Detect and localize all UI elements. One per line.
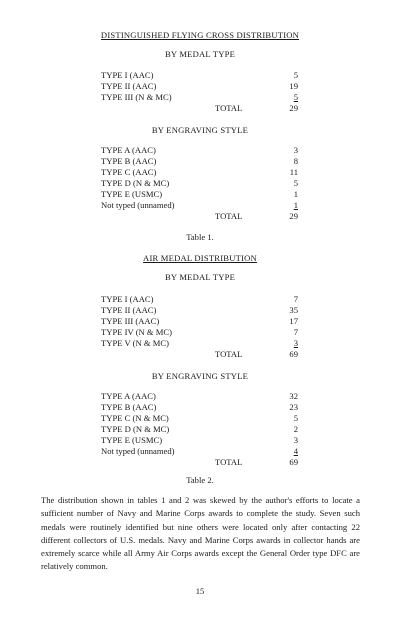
table-row (0, 189, 400, 200)
table-row (0, 305, 400, 316)
table-row (0, 167, 400, 178)
table-row (0, 327, 400, 338)
row-value: 35 (289, 305, 298, 315)
row-label: TYPE A (AAC) (101, 145, 156, 155)
table-row (0, 316, 400, 327)
table-row (0, 156, 400, 167)
total-row (0, 349, 400, 360)
row-value: 3 (293, 338, 298, 348)
row-label: TYPE I (AAC) (101, 294, 154, 304)
table1-caption: Table 1. (186, 232, 214, 242)
total-label: TOTAL (215, 103, 243, 113)
row-label: TYPE E (USMC) (101, 189, 163, 199)
total-value: 69 (289, 457, 298, 467)
row-label: Not typed (unnamed) (101, 200, 175, 210)
total-label: TOTAL (215, 457, 243, 467)
table-row (0, 92, 400, 103)
row-label: TYPE IV (N & MC) (101, 327, 172, 337)
row-value: 3 (293, 145, 298, 155)
row-value: 8 (293, 156, 298, 166)
row-label: TYPE D (N & MC) (101, 424, 170, 434)
row-value: 1 (293, 200, 298, 210)
table1-engraving-heading: BY ENGRAVING STYLE (151, 125, 249, 135)
total-label: TOTAL (215, 349, 243, 359)
row-label: TYPE III (N & MC) (101, 92, 172, 102)
table-row (0, 391, 400, 402)
row-label: TYPE E (USMC) (101, 435, 163, 445)
row-label: TYPE II (AAC) (101, 305, 157, 315)
page-number: 15 (195, 586, 205, 596)
body-paragraph: The distribution shown in tables 1 and 2 was skewed by the author's efforts to locate a sufficient number of Navy and Marine Corps awards to complete the study. Seven such medals were routinely identified but nine others were located only after contacting 22 different collectors of U.S. medals. Navy and Marine Corps awards in collector hands are extremely scarce while all Army Air Corps awards except the General Order type DFC are relatively common. (41, 495, 360, 572)
row-value: 4 (293, 446, 298, 456)
table2-caption: Table 2. (186, 475, 214, 485)
row-value: 17 (289, 316, 298, 326)
row-value: 19 (289, 81, 298, 91)
row-label: TYPE D (N & MC) (101, 178, 170, 188)
row-label: TYPE II (AAC) (101, 81, 157, 91)
table-row (0, 402, 400, 413)
row-label: TYPE I (AAC) (101, 70, 154, 80)
row-value: 2 (293, 424, 298, 434)
row-label: TYPE V (N & MC) (101, 338, 169, 348)
table-row (0, 424, 400, 435)
row-value: 5 (293, 413, 298, 423)
row-value: 5 (293, 178, 298, 188)
total-value: 69 (289, 349, 298, 359)
row-label: TYPE C (AAC) (101, 167, 157, 177)
total-row (0, 103, 400, 114)
table-row (0, 413, 400, 424)
row-value: 7 (293, 327, 298, 337)
row-value: 7 (293, 294, 298, 304)
total-value: 29 (289, 211, 298, 221)
row-label: TYPE A (AAC) (101, 391, 156, 401)
table2-engraving-heading: BY ENGRAVING STYLE (151, 371, 249, 381)
table-row (0, 446, 400, 457)
table-row (0, 81, 400, 92)
row-label: TYPE B (AAC) (101, 156, 157, 166)
table-row (0, 145, 400, 156)
row-value: 32 (289, 391, 298, 401)
row-value: 1 (293, 189, 298, 199)
row-label: TYPE III (AAC) (101, 316, 160, 326)
table-row (0, 338, 400, 349)
row-value: 11 (289, 167, 298, 177)
row-label: Not typed (unnamed) (101, 446, 175, 456)
row-value: 23 (289, 402, 298, 412)
row-value: 5 (293, 70, 298, 80)
table1-medal-type-heading: BY MEDAL TYPE (164, 49, 236, 59)
table2-medal-type-heading: BY MEDAL TYPE (164, 272, 236, 282)
row-label: TYPE B (AAC) (101, 402, 157, 412)
table2-title: AIR MEDAL DISTRIBUTION (143, 253, 257, 263)
table-row (0, 178, 400, 189)
table-row (0, 294, 400, 305)
row-value: 3 (293, 435, 298, 445)
total-row (0, 211, 400, 222)
table-row (0, 200, 400, 211)
total-value: 29 (289, 103, 298, 113)
total-label: TOTAL (215, 211, 243, 221)
table1-title: DISTINGUISHED FLYING CROSS DISTRIBUTION (100, 30, 300, 40)
table-row (0, 435, 400, 446)
table-row (0, 70, 400, 81)
row-value: 5 (293, 92, 298, 102)
row-label: TYPE C (N & MC) (101, 413, 169, 423)
total-row (0, 457, 400, 468)
